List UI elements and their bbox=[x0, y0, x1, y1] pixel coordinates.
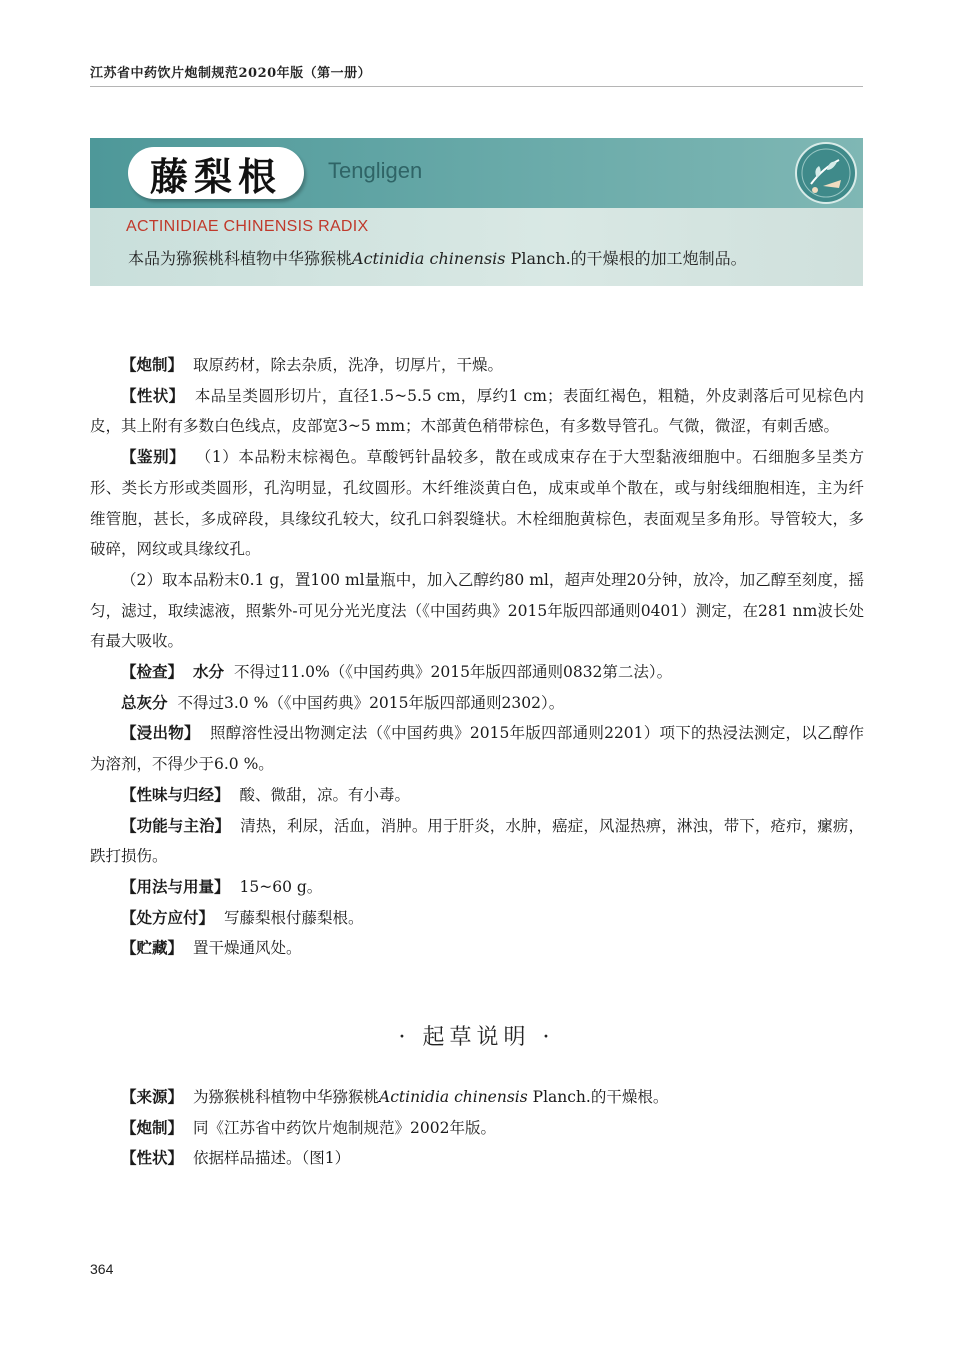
entry-label: 【检查】 bbox=[121, 663, 184, 682]
draft-xingzhuang: 【性状】 依据样品描述。（图1） bbox=[121, 1149, 351, 1168]
drug-title: 藤梨根 bbox=[149, 154, 282, 199]
title-pill bbox=[128, 147, 304, 199]
entry-label: 【性状】 bbox=[121, 1149, 184, 1168]
draft-laiyuan: 【来源】 为猕猴桃科植物中华猕猴桃Actinidia chinensis Planch.的干燥根。 bbox=[121, 1088, 669, 1106]
entry-label: 【浸出物】 bbox=[121, 724, 200, 743]
entry-paozhi: 【炮制】 取原药材，除去杂质，洗净，切厚片，干燥。 bbox=[121, 356, 504, 374]
entry-yongfa: 【用法与用量】 15~60 g。 bbox=[121, 877, 323, 896]
entry-label: 【用法与用量】 bbox=[121, 877, 230, 896]
entry-jinchuwu: 【浸出物】 照醇溶性浸出物测定法（《中国药典》2015年版四部通则2201）项下的热浸法测定，以乙醇作为溶剂，不得少于6.0 %。 bbox=[90, 724, 864, 774]
entry-label: 【炮制】 bbox=[121, 356, 184, 374]
draft-section-title: · 起草说明 · bbox=[398, 1025, 555, 1050]
monograph-banner bbox=[90, 138, 863, 286]
entry-chufang: 【处方应付】 写藤梨根付藤梨根。 bbox=[121, 908, 364, 927]
latin-name: ACTINIDIAE CHINENSIS RADIX bbox=[126, 218, 369, 235]
entry-label: 【功能与主治】 bbox=[121, 816, 231, 835]
herb-illustration-icon bbox=[793, 140, 859, 206]
running-head: 江苏省中药饮片炮制规范2020年版（第一册） bbox=[90, 66, 372, 81]
entry-label: 【来源】 bbox=[121, 1088, 184, 1106]
entry-jianbie-2: （2）取本品粉末0.1 g，置100 ml量瓶中，加入乙醇约80 ml，超声处理20分钟，放冷，加乙醇至刻度，摇匀，滤过，取续滤液，照紫外-可见分光光度法（《中国药典》2015年版四部通则0401）测定，在281 nm波长处有最大吸收。 bbox=[90, 570, 864, 651]
entry-xingzhuang: 【性状】 本品呈类圆形切片，直径1.5~5.5 cm，厚约1 cm；表面红褐色，粗糙，外皮剥落后可见棕色内皮，其上附有多数白色线点，皮部宽3~5 mm；木部黄色稍带棕色，有多数导管孔。气微，微涩，有刺舌感。 bbox=[90, 386, 864, 436]
page-number: 364 bbox=[90, 1261, 114, 1277]
entry-label: 【鉴别】 bbox=[121, 448, 186, 467]
entry-jianbie: 【鉴别】 （1）本品粉末棕褐色。草酸钙针晶较多，散在或成束存在于大型黏液细胞中。石细胞多呈类方形、类长方形或类圆形，孔沟明显，孔纹圆形。木纤维淡黄白色，成束或单个散在，或与射线细胞相连，主为纤维管胞，甚长，多成碎段，具缘纹孔较大，纹孔口斜裂缝状。木栓细胞黄棕色，表面观呈多角形。导管较大，多破碎，网纹或具缘纹孔。 bbox=[90, 448, 864, 559]
entry-xingwei: 【性味与归经】 酸、微甜，凉。有小毒。 bbox=[121, 785, 411, 804]
entry-label: 【性状】 bbox=[121, 386, 185, 405]
pinyin-name: Tengligen bbox=[328, 158, 423, 183]
entry-gongneng: 【功能与主治】 清热，利尿，活血，消肿。用于肝炎，水肿，癌症，风湿热痹，淋浊，带下，疮疖，瘰疬，跌打损伤。 bbox=[90, 816, 864, 866]
entry-jiancha: 【检查】 水分 不得过11.0%（《中国药典》2015年版四部通则0832第二法）。 bbox=[121, 663, 673, 682]
source-statement: 本品为猕猴桃科植物中华猕猴桃Actinidia chinensis Planch.的干燥根的加工炮制品。 bbox=[128, 249, 747, 268]
entry-label: 【炮制】 bbox=[121, 1118, 184, 1137]
draft-notes bbox=[90, 1082, 864, 1174]
monograph-body bbox=[90, 350, 864, 964]
draft-paozhi: 【炮制】 同《江苏省中药饮片炮制规范》2002年版。 bbox=[121, 1118, 496, 1137]
entry-label: 【处方应付】 bbox=[121, 908, 215, 927]
header-rule bbox=[90, 86, 863, 87]
entry-label: 【性味与归经】 bbox=[121, 785, 230, 804]
entry-label: 【贮藏】 bbox=[121, 939, 184, 958]
entry-zhucang: 【贮藏】 置干燥通风处。 bbox=[121, 939, 302, 958]
entry-jiancha-ash: 总灰分 不得过3.0 %（《中国药典》2015年版四部通则2302）。 bbox=[121, 693, 565, 712]
